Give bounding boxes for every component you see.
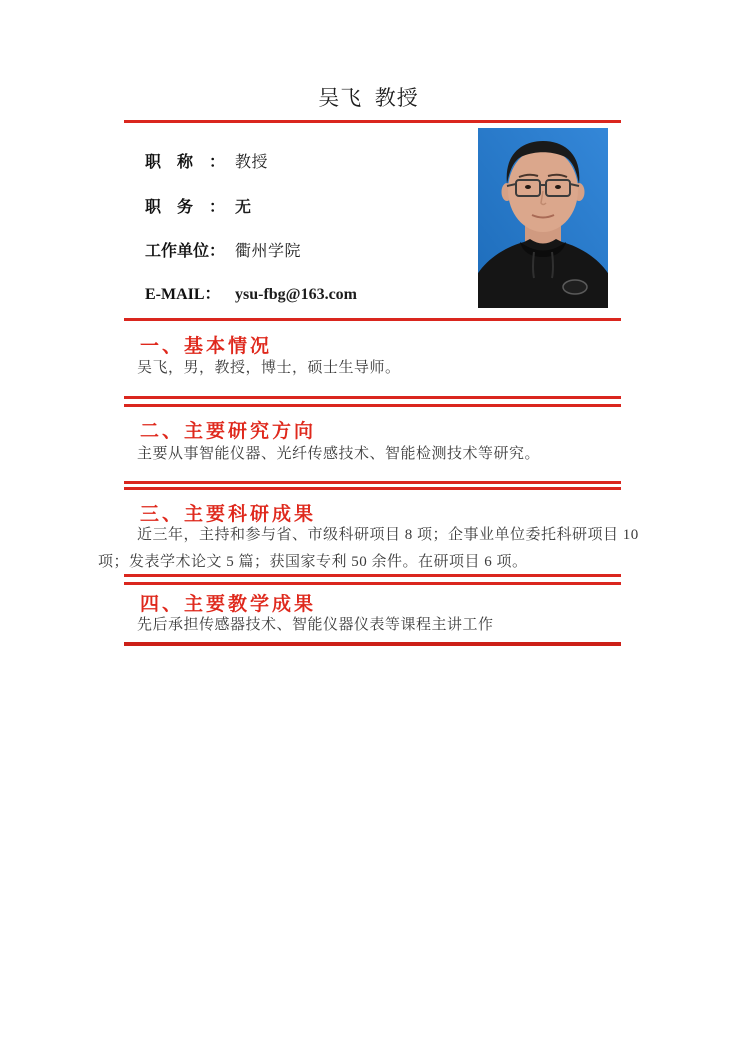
title-divider	[124, 120, 621, 123]
profile-photo	[478, 128, 608, 308]
section-3-body: 近三年，主持和参与省、市级科研项目 8 项；企事业单位委托科研项目 10 项；发表学术论文 5 篇；获国家专利 50 余件。在研项目 6 项。	[98, 527, 639, 570]
section-1-top-divider	[124, 318, 621, 321]
section-2-heading: 二、主要研究方向	[140, 421, 317, 442]
field-value-position: 无	[235, 199, 252, 216]
section-3-top-divider	[124, 487, 621, 490]
field-row-position	[145, 194, 252, 216]
hoodie-drawstring-left	[533, 252, 534, 278]
section-2-top-divider	[124, 404, 621, 407]
field-label-email: E-MAIL：	[145, 286, 221, 303]
section-2-bottom-divider	[124, 481, 621, 484]
hoodie-drawstring-right	[552, 252, 553, 278]
field-label-employer: 工作单位：	[145, 243, 226, 260]
page-bottom-divider	[124, 642, 621, 646]
portrait-illustration	[478, 128, 608, 308]
page-title: 吴飞 教授	[318, 86, 419, 110]
section-3-heading: 三、主要科研成果	[140, 504, 317, 525]
hoodie-logo-patch	[563, 280, 587, 294]
field-label-position: 职务：	[145, 199, 225, 216]
field-value-job-title: 教授	[235, 154, 269, 171]
field-row-email	[145, 281, 357, 303]
section-4-top-divider	[124, 582, 621, 585]
section-4-body: 先后承担传感器技术、智能仪器仪表等课程主讲工作	[137, 617, 494, 633]
section-1-heading: 一、基本情况	[140, 336, 273, 357]
field-row-job-title	[145, 149, 268, 171]
section-4-heading: 四、主要教学成果	[140, 594, 317, 615]
field-value-employer: 衢州学院	[235, 243, 302, 260]
field-row-employer	[145, 238, 301, 260]
person-eye-right	[555, 185, 561, 189]
section-1-bottom-divider	[124, 396, 621, 399]
field-value-email: ysu-fbg@163.com	[235, 286, 357, 303]
section-1-body: 吴飞，男，教授，博士，硕士生导师。	[137, 360, 401, 376]
section-2-body: 主要从事智能仪器、光纤传感技术、智能检测技术等研究。	[137, 446, 541, 462]
person-face	[508, 148, 578, 232]
section-3-bottom-divider	[124, 574, 621, 577]
field-label-job-title: 职称：	[145, 154, 225, 171]
person-eye-left	[525, 185, 531, 189]
